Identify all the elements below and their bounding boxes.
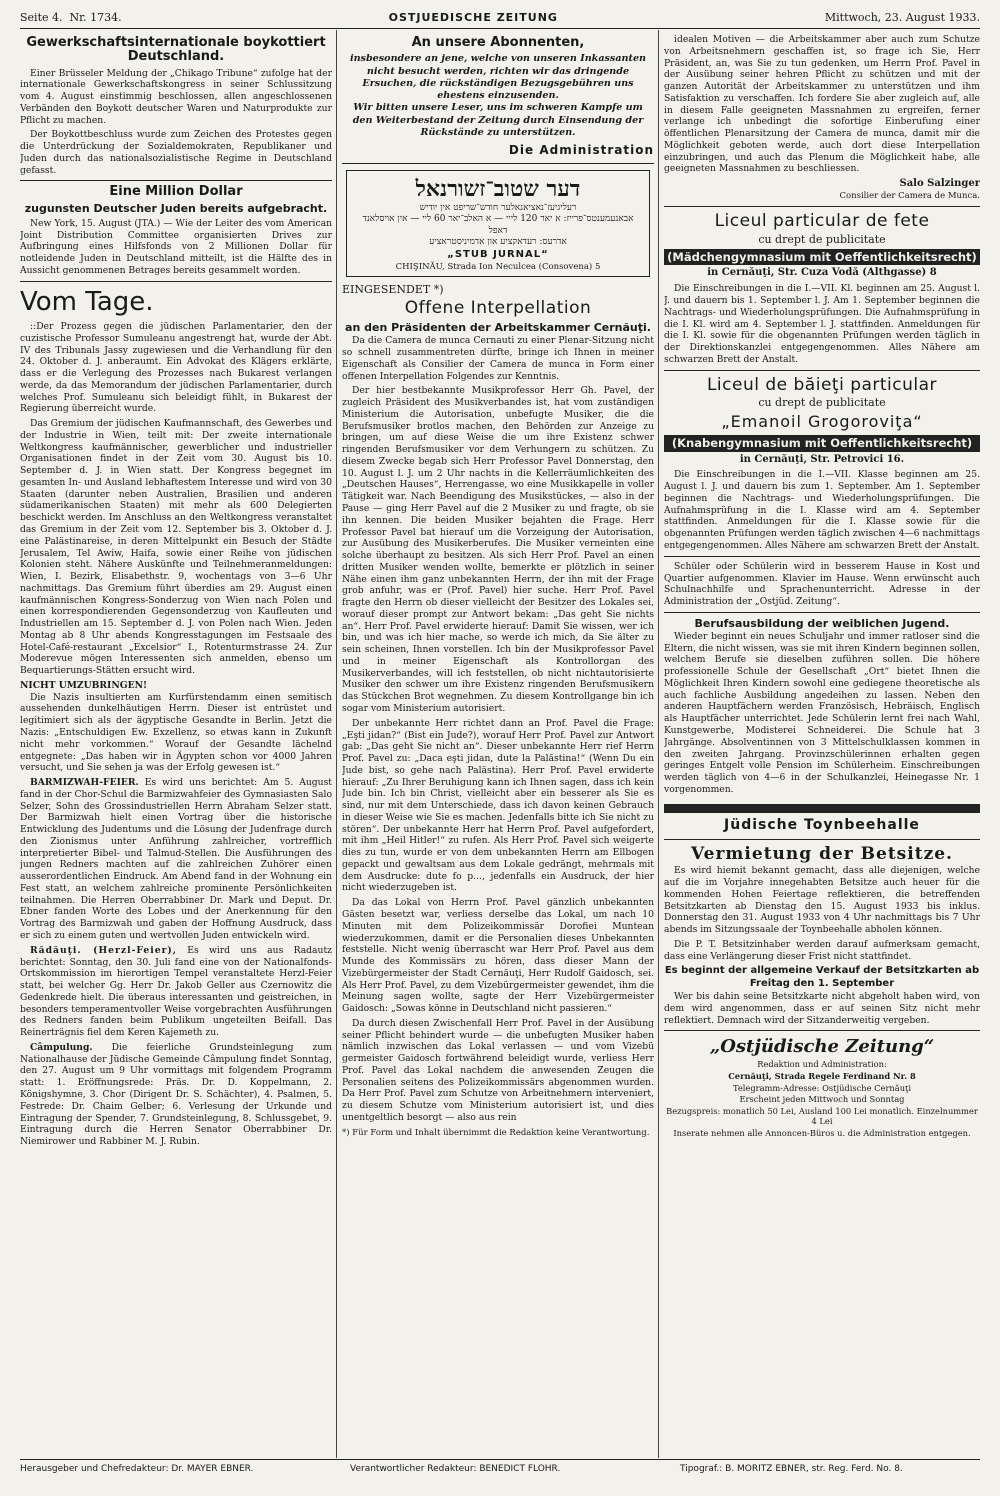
article-paragraph: Da durch diesen Zwischenfall Herr Prof. Pavel in der Ausübung seiner Pflicht behindert wurde — die unbefugten Musiker haben nämlich inzwischen das Lokal verlassen — und vom Vizebü germeister Gaidosch fortwährend beleidigt wurde, verliess Herr Prof. Pavel das Lokal nachdem die anwesenden Zeugen die Personalien seitens des Polizeikommissärs abgenommen wurden. Da Herr Prof. Pavel zum Schutze von Arbeitnehmern interveniert, zu diesem Schutze vom Ministerium autorisiert ist, und dies unentgeltlich besorgt — also aus rein (342, 1017, 654, 1124)
article-paragraph: Der hier bestbekannte Musikprofessor Herr Gh. Pavel, der zugleich Präsident des Musikverbandes ist, hat vom zuständigen Ministerium die Autorisation, unbefugte Musiker, die die Berufsmusiker brotlos machen, den Behörden zur Anzeige zu bringen, um auf diese Weise die um ihre Existenz schwer ringenden Berufsmusiker vor dem Verhungern zu schützen. Zu diesem Zwecke begab sich Herr Professor Pavel Donnerstag, den 10. August l. J. um 2 Uhr nachts in die Kellerräumlichkeiten des „Deutschen Hauses“, Herrengasse, wo eine Musikkapelle in voller Tätigkeit war. Nach Beendigung des Musikstückes, — also in der Pause — ging Herr Pavel auf die 2 Musiker zu und fragte, ob sie ihn kennen. Die beiden Musiker bejahten die Frage. Herr Professor Pavel bat hierauf um die Vorzeigung der Autorisation, zur Ausübung des Musikerberufes. Die Musiker verneinten eine solche überhaupt zu besitzen. Als sich Herr Prof. Pavel an einen dritten Musiker wenden wollte, bemerkte er plötzlich in seiner Nähe einen ihm ganz unbekannten Herrn, der ihn mit der Frage grob anfuhr, was er (Prof. Pavel) hier suche. Herr Prof. Pavel fragte den Herrn ob dieser vielleicht der Besitzer des Lokales sei, worauf dieser prompt zur Antwort bekam: „Das geht Sie nichts an“. Herr Prof. Pavel erwiderte hierauf: Damit Sie wissen, wer ich bin, und was ich hier mache, so werde ich mich, da Sie älter zu sein scheinen, Ihnen vorstellen. Ich bin der Musikprofessor Pavel und in meiner Eigenschaft als Kontrollorgan des Musikerverbandes, will ich feststellen, ob nicht nichtautorisierte Musiker den schwer um ihre Existenz ringenden Berufsmusikern das Stückchen Brot wegnehmen. Zu diesem Kontrollgange bin ich sogar vom Ministerium autorisiert. (342, 385, 654, 714)
divider (342, 163, 654, 164)
headline-vermietung: Vermietung der Betsitze. (691, 843, 953, 864)
imprint-line: Redaktion und Administration: (757, 1059, 887, 1070)
administration-signature: Die Administration (508, 143, 654, 158)
article-paragraph: Da die Camera de munca Cernauti zu einer Plenar-Sitzung nicht so schnell zusammentreten dürfte, bringe ich Ihnen in meiner Eigenschaft als Consilier der Camera de munca in Form einer offenen Interpellation Folgendes zur Kenntnis. (342, 335, 654, 382)
divider (664, 556, 980, 557)
notice-paragraph: Wir bitten unsere Leser, uns im schweren Kampfe um den Weiterbestand der Zeitung durch Einsendung der Rückstände zu unterstützen. (352, 102, 644, 138)
ad-paragraph: Die Einschreibungen in die I.—VII. Kl. beginnen am 25. August l. J. und dauern bis 1. September l. J. Am 1. September beginnen die Nachtrags- und Wiederholungsprüfungen. Die Aufnahmsprüfung in die I. Kl. wird am 4. September l. J. stattfinden. Anmeldungen für die I. Kl. sowie für die obgenannten Prüfungen werden täglich in der Direktionskanzlei entgegengenommen. Alles Nähere am schwarzen Brett der Anstalt. (664, 283, 980, 365)
article-paragraph: Der Boykottbeschluss wurde zum Zeichen des Protestes gegen die Unterdrückung der Sozialdemokraten, Republikaner und Juden durch das nationalsozialistische Regime in Deutschland gefasst. (20, 129, 332, 176)
article-paragraph: idealen Motiven — die Arbeitskammer aber auch zum Schutze von Arbeitsnehmern geschaffen ist, so frage ich Sie, Herr Präsident, an, was Sie zu tun gedenken, um Herrn Prof. Pavel in der Ausübung seiner hehren Pflicht zu schützen und mit der ganzen Autorität der Arbeitskammer zu unterstützen und ihm Satisfaktion zu verschaffen. Ich fordere Sie aber zugleich auf, alle in diesem Falle geeigneten Massnahmen zu ergreifen, ferner verlange ich unbedingt die sofortige Einberufung einer öffentlichen Plenarsitzung der Camera de munca, damit mir die Möglichkeit geboten werde, auch dort diese Interpellation einzubringen, und auch das Plenum die Möglichkeit habe, alle geeigneten Massnahmen zu beschliessen. (664, 34, 980, 175)
divider (664, 839, 980, 840)
notice-paragraph: insbesondere an jene, welche von unseren Inkassanten nicht besucht werden, richten wir das dringende Ersuchen, die rückständigen Bezugsgebühren uns ehestens einzusenden. (349, 53, 647, 102)
yiddish-line: אבאנעמענטס־פרייז: א יאר 120 לייי — א האלב־יאר 60 ליי — אין אויסלאנד דאפל (362, 214, 634, 236)
issue-date: Mittwoch, 23. August 1933. (824, 10, 980, 24)
verkauf-notice: Es beginnt der allgemeine Verkauf der Betsitzkarten ab Freitag den 1. September (664, 965, 980, 990)
page-number: Seite 4. Nr. 1734. (20, 10, 122, 24)
signature-title: Consilier der Camera de Munca. (839, 190, 980, 201)
subheadline-million: zugunsten Deutscher Juden bereits aufgebracht. (24, 201, 328, 215)
column-rule (658, 30, 659, 1458)
liceu-address: in Cernăuţi, Str. Cuza Vodă (Althgasse) 8 (707, 267, 937, 279)
article-paragraph: ::Der Prozess gegen die jüdischen Parlamentarier, den der cuzistische Professor Sumuleanu angestrengt hat, wurde der Abt. IV des Tribunals Jassy zugewiesen und die Verhandlung für den 24. Oktober d. J. anberaumt. Ein Advokat des Klägers erklärte, dass er die Verlegung des Prozesses nach Bukarest verlangen werde, da das Memorandum der jüdischen Parlamentarier, durch welches Prof. Sumuleanu sich beleidigt fühlt, in Bukarest der Regierung überreicht wurde. (20, 320, 332, 415)
article-paragraph: Der unbekannte Herr richtet dann an Prof. Pavel die Frage: „Eşti jidan?“ (Bist ein Jude?), worauf Herr Prof. Pavel zur Antwort gab: „Das geht Sie nicht an“. Dieser unbekannte Herr rief Herrn Prof. Pavel zu: „Daca eşti jidan, dute la Palăstina!“ (Wenn Du ein Jude bist, so gehe nach Palästina). Herr Prof. Pavel erwiderte hierauf: „Zu Ihrer Beruhigung kann ich Ihnen sagen, dass ich kein Jude bin. Ich bin Christ, vielleicht aber ein besserer als Sie es sind, nur mit dem Unterschiede, dass ich davon keinen Gebrauch in dieser Weise wie Sie es machen. Jedenfalls bitte ich Sie nicht zu stören“. Der unbekannte Herr hat Herrn Prof. Pavel aufgefordert, mit ihm „Heil Hitler!“ zu rufen. Als Herr Prof. Pavel sich weigerte dies zu tun, wurde er von dem unbekannten Herrn am Ellbogen gepackt und gewaltsam aus dem Lokale gedrängt, mehrmals mit dem Ausdrucke: dute fo p..., jedenfalls ein Ausdruck, der hier nicht wiederzugeben ist. (342, 717, 654, 894)
imprint-line: Erscheint jeden Mittwoch und Sonntag (739, 1094, 905, 1105)
eingesendet-label: EINGESENDET *) (342, 283, 444, 297)
imprint-line: Cernăuţi, Strada Regele Ferdinand Nr. 8 (728, 1070, 916, 1081)
headline-abonnenten: An unsere Abonnenten, (411, 35, 585, 50)
liceu-banner: (Knabengymnasium mit Oeffentlichkeitsrecht) (664, 435, 980, 452)
divider (664, 1030, 980, 1031)
article-paragraph: Da das Lokal von Herrn Prof. Pavel gänzlich unbekannten Gästen besetzt war, verliess derselbe das Lokal, um nach 10 Minuten mit dem Polizeikommissär Dorofiei Muntean wiederzukommen, damit er die Personalien dieses Unbekannten feststelle. Nicht wenig überrascht war Herr Prof. Pavel aus dem Munde des Kommissärs zu hören, dass dieser Mann der Vizebürgermeister der Stadt Cernăuţi, Herr Rudolf Gaidosch, sei. Als Herr Prof. Pavel, zu dem Vizebürgermeister gewendet, ihm die Meinung sagen wollte, sagte der Herr Vizebürgermeister Gaidosch: „Sowas könne in Deutschland nicht passieren.“ (342, 897, 654, 1015)
yiddish-title: דער שטוב־זשורנאל (415, 175, 581, 202)
article-paragraph: Câmpulung. Die feierliche Grundsteinlegung zum Nationalhause der Jüdische Gemeinde Câmpulung findet Sonntag, den 27. August um 9 Uhr vormittags mit folgendem Programm statt: 1. Eröffnungsrede: Präs. Dr. D. Koppelmann, 2. Königshymne, 3. Chor (Dirigent Dr. S. Schächter), 4. Psalmen, 5. Festrede: Dr. Chaim Gelber; 6. Verlesung der Urkunde und Eintragung der Spender, 7. Grundsteinlegung, 8. Schlussgebet, 9. Eintragung durch die Herren Senator Oberrabbiner Dr. Niemirower und Rabbiner M. J. Rubin. (20, 1041, 332, 1148)
footer-editor: Verantwortlicher Redakteur: BENEDICT FLOHR. (350, 1464, 561, 1474)
signature: Salo Salzinger (899, 178, 980, 190)
footnote: *) Für Form und Inhalt übernimmt die Redaktion keine Verantwortung. (342, 1127, 650, 1138)
liceu-subtitle: cu drept de publicitate (758, 232, 886, 246)
article-paragraph: New York, 15. August (JTA.) — Wie der Leiter des vom American Joint Distribution Committee organisierten Drives zur Aufbringung eines Hilfsfonds von 2 Millionen Dollar für notleidende Juden in Deutschland mitteilt, ist die Hälfte des in Aussicht genommenen Betrages bereits gesammelt worden. (20, 217, 332, 276)
ad-paragraph: Es wird hiemit bekannt gemacht, dass alle diejenigen, welche auf die im Vorjahre innegehabten Betsitze auch heuer für die kommenden Hohen Feiertage reflektieren, die betreffenden Betsitzkarten ab Dienstag den 15. August 1933 bis inklus. Donnerstag den 31. August 1933 von 4 Uhr nachmittags bis 7 Uhr abends im Sitzungssaale der Toynbeehalle abholen können. (664, 865, 980, 936)
section-title-vom-tage: Vom Tage. (20, 286, 154, 317)
article-paragraph: Rădăuţi. (Herzl-Feier), Es wird uns aus Radautz berichtet: Sonntag, den 30. Juli fand eine von der Nationalfonds-Ortskommission im hierortigen Tempel veranstaltete Herzl-Feier statt, bei welcher Gg. Herr Dr. Jakob Geller aus Czernowitz die Gedenkrede hielt. Die überaus interessanten und geistreichen, in besonders temperamentvoller Weise vorgebrachten Ausführungen des Redners fanden beim Publikum ungeteilten Beifall. Das Reinerträgnis fiel dem Keren Kajemeth zu. (20, 944, 332, 1039)
liceu-banner: (Mädchengymnasium mit Oeffentlichkeitsrecht) (664, 249, 980, 266)
liceu-address: in Cernăuţi, Str. Petrovici 16. (739, 453, 905, 465)
article-paragraph: Die Nazis insultierten am Kurfürstendamm einen semitisch aussehenden dunkelhäutigen Herrn. Dieser ist entrüstet und legitimiert sich als der ägyptische Gesandte in Berlin. Jetzt die Nazis: „Entschuldigen Ew. Exzellenz, so etwas kann in Zukunft nicht mehr vorkommen.“ Worauf der Gesandte lächelnd entgegnete: „Das haben wir in Ägypten schon vor 4000 Jahren versucht, und Sie sehen ja was der Erfolg gewesen ist.“ (20, 691, 332, 774)
headline-nicht-umzubringen: NICHT UMZUBRINGEN! (20, 679, 148, 691)
headline-million: Eine Million Dollar (109, 184, 243, 200)
column-rule (336, 30, 337, 1458)
article-paragraph: BARMIZWAH-FEIER. Es wird uns berichtet: Am 5. August fand in der Chor-Schul die Barmizwahfeier des Gymnasiasten Salo Selzer, Sohn des Grossindustriellen Herrn Abraham Selzer statt. Der Barmizwah hielt einen Vortrag über die historische Entwicklung des Judentums und die Lösung der Judenfrage durch den Zionismus unter Anführung zahlreicher, vortrefflich interpretierter Bibel- und Talmud-Stellen. Die Ausführungen des jungen Redners machten auf die zahlreichen Zuhörer einen ausserordentlichen Eindruck. Am Abend fand in der Wohnung ein Fest statt, an welchem zahlreiche prominente Persönlichkeiten teilnahmen. Die Herren Oberrabbiner Dr. Mark und Deput. Dr. Ebner fanden Worte des Lobes und der Anerkennung für den Vortrag des Barmizwah und gaben der Hoffnung Ausdruck, dass er sich zu einem guten und wertvollen Juden entwickeln wird. (20, 777, 332, 942)
divider (20, 281, 332, 282)
headline-offene-interpellation: Offene Interpellation (404, 298, 592, 319)
headline-gewerkschaft: Gewerkschaftsinternationale boykottiert Deutschland. (26, 35, 326, 65)
imprint-line: Telegramm-Adresse: Ostjüdische Cernăuţi (732, 1082, 912, 1093)
headline-toynbeehalle: Jüdische Toynbeehalle (724, 816, 920, 833)
liceu-baieti-title: Liceul de băieţi particular (706, 374, 938, 395)
headline-berufsausbildung: Berufsausbildung der weiblichen Jugend. (694, 616, 950, 630)
ostjuedische-zeitung-imprint-title: „Ostjüdische Zeitung“ (709, 1036, 935, 1058)
newspaper-title: OSTJUEDISCHE ZEITUNG (388, 10, 558, 24)
article-paragraph: Das Gremium der jüdischen Kaufmannschaft, des Gewerbes und der Industrie in Wien, teilt mit: Der zweite internationale Weltkongress kaufmännischer, gewerblicher und industrieller Organisationen findet in der Zeit vom 30. August bis 10. September d. J. in Wien statt. Der Kongress begegnet im gesamten In- und Ausland lebhaftestem Interesse und wird von 30 Staaten (darunter neben Australien, Brasilien und anderen südamerikanischen Staaten) mit mehr als 600 Delegierten beschickt werden. Im Anschluss an den Weltkongress veranstaltet das Gremium in der Zeit vom 12. September bis 3. Oktober d. J. eine Palästinareise, in deren Mittelpunkt ein Besuch der Städte Jerusalem, Tel Awiw, Haifa, sowie einer Reihe von jüdischen Kolonien steht. Nähere Auskünfte und Teilnehmeranmeldungen: Wien, I. Bezirk, Elisabethstr. 9, wochentags von 3—6 Uhr nachmittags. Das Gremium führt überdies am 29. August einen kaufmännischen Kongress-Sonderzug von Wien nach Polen und einen korrespondierenden Gegensonderzug von Kaufleuten und Industriellen am 15. September d. J. von Polen nach Wien. Jeden Montag ab 8 Uhr abends Kongresstagungen im Festsaale des Hotel-Café-restaurant „Excelsior“ I., Rotenturmstrasse 24. Zur Moderevue mögen Interessenten sich anmelden, ebenso um Bequartierungs-Stätten ersucht wird. (20, 418, 332, 677)
ad-title: „STUB JURNAL“ (447, 248, 549, 260)
ad-paragraph: Die Einschreibungen in die I.—VII. Klasse beginnen am 25. August l. J. und dauern bis zum 1. September. Am 1. September beginnen die Nachtrags- und Wiederholungsprüfungen. Die Aufnahmsprüfung in die I. Klasse wird am 4. September stattfinden. Anmeldungen für die I. Klasse sowie für die obgenannten Prüfungen werden täglich zwischen 4—6 nachmittags entgegengenommen. Alles Nähere am schwarzen Brett der Anstalt. (664, 469, 980, 551)
yiddish-line: אדרעס: רעדאקציע און אדמיניסטראציע (429, 237, 567, 248)
column-middle (342, 34, 654, 1452)
imprint-line: Inserate nehmen alle Annoncen-Büros u. die Administration entgegen. (673, 1127, 971, 1138)
masthead (20, 6, 980, 29)
divider (664, 206, 980, 207)
divider (20, 180, 332, 181)
yiddish-line: רעליגיעז־נאציאנאלער חודש־שריפט אין יודיש (419, 202, 577, 213)
imprint-line: Bezugspreis: monatlich 50 Lei, Ausland 100 Lei monatlich. Einzelnummer 4 Lei (666, 1105, 978, 1127)
ad-paragraph: Schüler oder Schülerin wird in besserem Hause in Kost und Quartier aufgenommen. Klavier im Hause. Wenn erwünscht auch Schulnachhilfe und Sprachenunterricht. Adresse in der Administration der „Ostjüd. Zeitung“. (664, 560, 980, 608)
ad-paragraph: Wieder beginnt ein neues Schuljahr und immer ratloser sind die Eltern, die nicht wissen, was sie mit ihren Kindern beginnen sollen, welchem Berufe sie dieselben zuführen sollen. Die höhere professionelle Schule der Gesellschaft „Ort“ bietet Ihnen die Möglichkeit Ihren Kindern sowohl eine gediegene theoretische als auch fachliche Ausbildung angedeihen zu lassen. Neben den anderen Hauptfächern werden Französisch, Hebräisch, Englisch als Hauptfächer unterrichtet. Jede Schülerin lernt frei nach Wahl, Kunstgewerbe, Modisterei Schneiderei. Die Schule hat 3 Jahrgänge. Absolventinnen von 3 Mittelschulklassen kommen in den zweiten Jahrgang. Provinzschülerinnen erhalten gegen geringes Entgelt volle Pension im Schülerheim. Einschreibungen werden täglich von 4—6 in der Schulkanzlei, Heinegasse Nr. 1 vorgenommen. (664, 630, 980, 795)
subheadline-interpellation: an den Präsidenten der Arbeitskammer Cernăuţi. (345, 321, 651, 335)
column-right (664, 34, 980, 1452)
liceu-subtitle: cu drept de publicitate (758, 396, 886, 410)
column-left (20, 34, 332, 1452)
ad-paragraph: Die P. T. Betsitzinhaber werden darauf aufmerksam gemacht, dass eine Verlängerung dieser Frist nicht stattfindet. (664, 938, 980, 962)
divider (664, 370, 980, 371)
ad-address: CHIŞINĂU, Strada Ion Neculcea (Consovena) 5 (395, 261, 601, 272)
stub-journal-ad (346, 170, 650, 278)
ad-paragraph: Wer bis dahin seine Betsitzkarte nicht abgeholt haben wird, von dem wird angenommen, dass er auf seinen Sitz nicht mehr reflektiert. Demnach wird der Sitzanderweitig vergeben. (664, 990, 980, 1026)
article-paragraph: Einer Brüsseler Meldung der „Chikago Tribune“ zufolge hat der internationale Gewerkschaftskongress in seiner Schlussitzung vom 4. August einstimmig beschlossen, allen angeschlossenen Verbänden den Boykott deutscher Waren und Naturprodukte zur Pflicht zu machen. (20, 67, 332, 126)
black-bar (664, 804, 980, 813)
divider (664, 612, 980, 613)
liceu-fete-title: Liceul particular de fete (714, 210, 930, 231)
liceu-name: „Emanoil Grogoroviţa“ (721, 412, 923, 432)
footer-printer: Tipograf.: B. MORITZ EBNER, str. Reg. Ferd. No. 8. (680, 1464, 903, 1474)
footer-publisher: Herausgeber und Chefredakteur: Dr. MAYER EBNER. (20, 1464, 254, 1474)
page-footer (20, 1459, 980, 1484)
